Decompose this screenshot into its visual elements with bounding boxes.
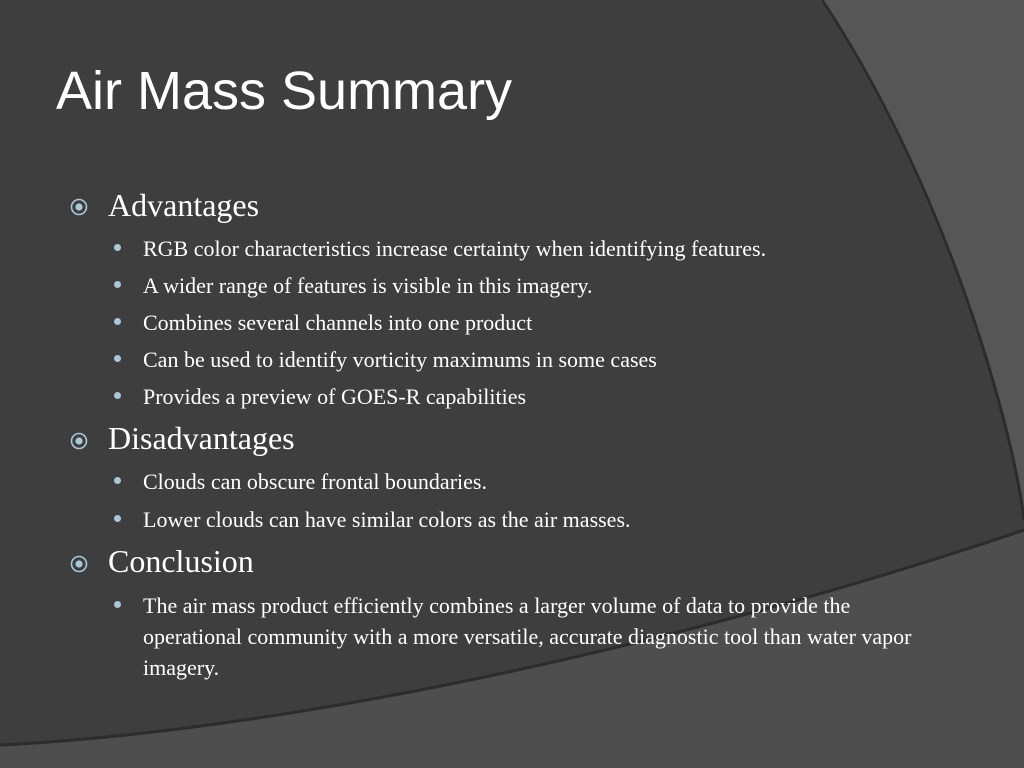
list-item: The air mass product efficiently combines a larger volume of data to provide the operational community with a more versatile, accurate diagnostic tool than water vapor imagery. xyxy=(143,593,912,680)
bullet-dot-icon xyxy=(114,355,121,362)
circled-dot-icon xyxy=(70,198,88,216)
list-item: RGB color characteristics increase certainty when identifying features. xyxy=(143,236,767,261)
section-heading-advantages: Advantages xyxy=(108,187,260,223)
bullet-dot-icon xyxy=(114,601,121,608)
bullet-dot-icon xyxy=(114,392,121,399)
list-item: A wider range of features is visible in this imagery. xyxy=(143,273,593,298)
list-item: Clouds can obscure frontal boundaries. xyxy=(143,469,487,494)
bullet-dot-icon xyxy=(114,281,121,288)
slide-title: Air Mass Summary xyxy=(56,61,513,121)
list-item: Lower clouds can have similar colors as the air masses. xyxy=(143,507,631,532)
bullet-dot-icon xyxy=(114,318,121,325)
section-heading-conclusion: Conclusion xyxy=(108,543,254,579)
circled-dot-icon xyxy=(70,432,88,450)
list-item: Provides a preview of GOES-R capabilities xyxy=(143,384,527,409)
section-heading-disadvantages: Disadvantages xyxy=(108,420,295,456)
list-item: Can be used to identify vorticity maximums in some cases xyxy=(143,347,657,372)
circled-dot-icon xyxy=(70,555,88,573)
bullet-dot-icon xyxy=(114,515,121,522)
list-item: Combines several channels into one product xyxy=(143,310,533,335)
bullet-dot-icon xyxy=(114,477,121,484)
bullet-dot-icon xyxy=(114,244,121,251)
